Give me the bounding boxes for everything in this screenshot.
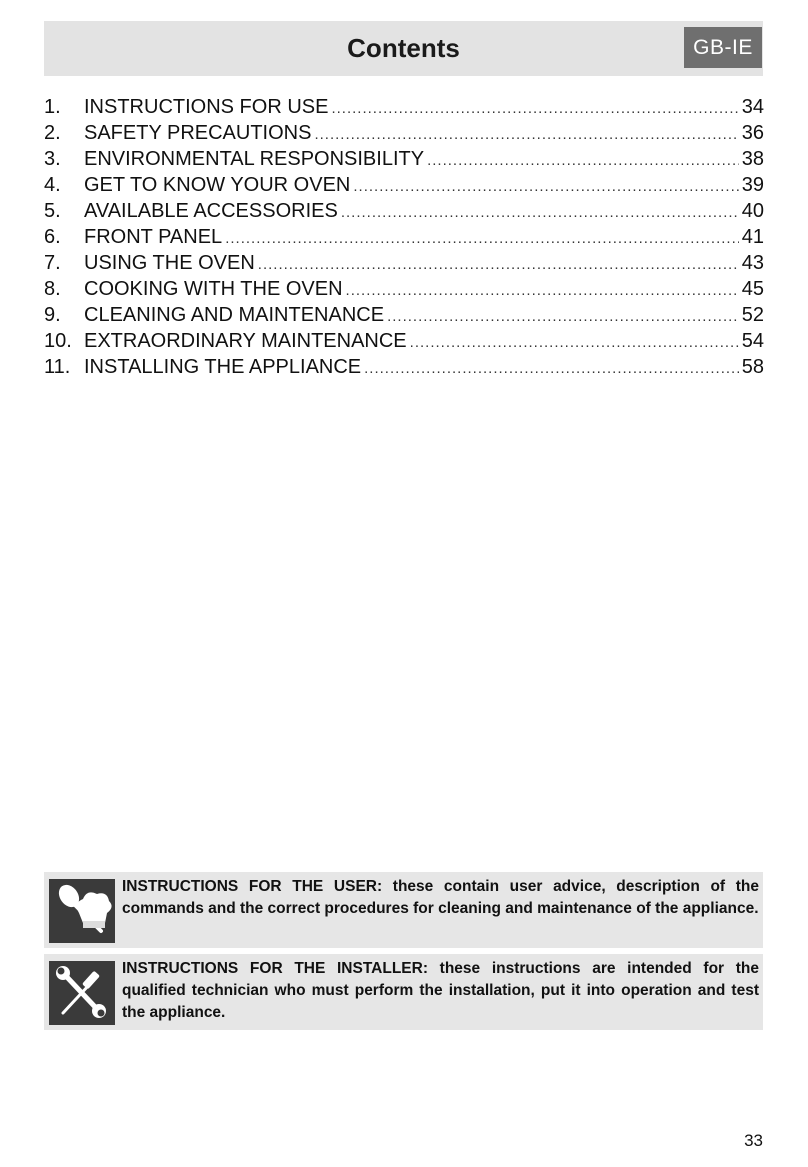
toc-entry[interactable]: [44, 120, 764, 146]
toc-page: 43: [741, 252, 764, 274]
toc-title: USING THE OVEN: [84, 252, 255, 274]
toc-page: 36: [741, 122, 764, 144]
toc-number: 2.: [44, 122, 61, 144]
toc-leader: [387, 304, 739, 330]
toc-title: INSTRUCTIONS FOR USE: [84, 96, 329, 118]
toc-page: 41: [741, 226, 764, 248]
toc-entry[interactable]: [44, 224, 764, 250]
toc-number: 7.: [44, 252, 61, 274]
page-title: Contents: [347, 33, 460, 63]
toc-page: 54: [741, 330, 764, 352]
toc-title: INSTALLING THE APPLIANCE: [84, 356, 362, 378]
toc-title: EXTRAORDINARY MAINTENANCE: [84, 330, 407, 352]
toc-entry[interactable]: [44, 146, 764, 172]
language-badge: GB-IE: [684, 27, 762, 68]
toc-leader: [427, 148, 739, 174]
table-of-contents: [44, 94, 764, 380]
toc-title: SAFETY PRECAUTIONS: [84, 122, 312, 144]
toc-page: 45: [741, 278, 764, 300]
toc-leader: [410, 330, 739, 356]
toc-entry[interactable]: [44, 94, 764, 120]
toc-number: 6.: [44, 226, 61, 248]
toc-title: FRONT PANEL: [84, 226, 223, 248]
toc-number: 3.: [44, 148, 61, 170]
toc-leader: [346, 278, 739, 304]
toc-title: ENVIRONMENTAL RESPONSIBILITY: [84, 148, 425, 170]
toc-page: 52: [741, 304, 764, 326]
wrench-screwdriver-icon: [49, 961, 115, 1025]
toc-title: CLEANING AND MAINTENANCE: [84, 304, 385, 326]
toc-entry[interactable]: [44, 172, 764, 198]
toc-entry[interactable]: [44, 198, 764, 224]
toc-leader: [331, 96, 738, 122]
toc-page: 38: [741, 148, 764, 170]
toc-leader: [258, 252, 739, 278]
installer-instructions-text: INSTRUCTIONS FOR THE INSTALLER: these instructions are intended for the qualified technician who must perform the installation, put it into operation and test the appliance.: [122, 960, 759, 1021]
toc-entry[interactable]: [44, 276, 764, 302]
toc-leader: [353, 174, 738, 200]
toc-page: 58: [741, 356, 764, 378]
page-number: 33: [744, 1131, 763, 1150]
toc-leader: [341, 200, 739, 226]
user-instructions-note: [44, 872, 763, 948]
toc-number: 4.: [44, 174, 61, 196]
toc-entry[interactable]: [44, 328, 764, 354]
installer-instructions-note: [44, 954, 763, 1030]
toc-entry[interactable]: [44, 354, 764, 380]
toc-number: 1.: [44, 96, 61, 118]
toc-page: 40: [741, 200, 764, 222]
toc-number: 5.: [44, 200, 61, 222]
toc-number: 8.: [44, 278, 61, 300]
toc-leader: [225, 226, 739, 252]
toc-number: 9.: [44, 304, 61, 326]
chef-hat-spoon-icon: [49, 879, 115, 943]
toc-page: 39: [741, 174, 764, 196]
toc-number: 10.: [44, 330, 72, 352]
user-instructions-text: INSTRUCTIONS FOR THE USER: these contain user advice, description of the commands and the correct procedures for cleaning and maintenance of the appliance.: [122, 878, 759, 917]
toc-entry[interactable]: [44, 250, 764, 276]
toc-title: COOKING WITH THE OVEN: [84, 278, 343, 300]
toc-title: AVAILABLE ACCESSORIES: [84, 200, 338, 222]
toc-leader: [364, 356, 739, 382]
toc-page: 34: [741, 96, 764, 118]
toc-number: 11.: [44, 356, 71, 378]
toc-title: GET TO KNOW YOUR OVEN: [84, 174, 351, 196]
toc-leader: [314, 122, 738, 148]
toc-entry[interactable]: [44, 302, 764, 328]
